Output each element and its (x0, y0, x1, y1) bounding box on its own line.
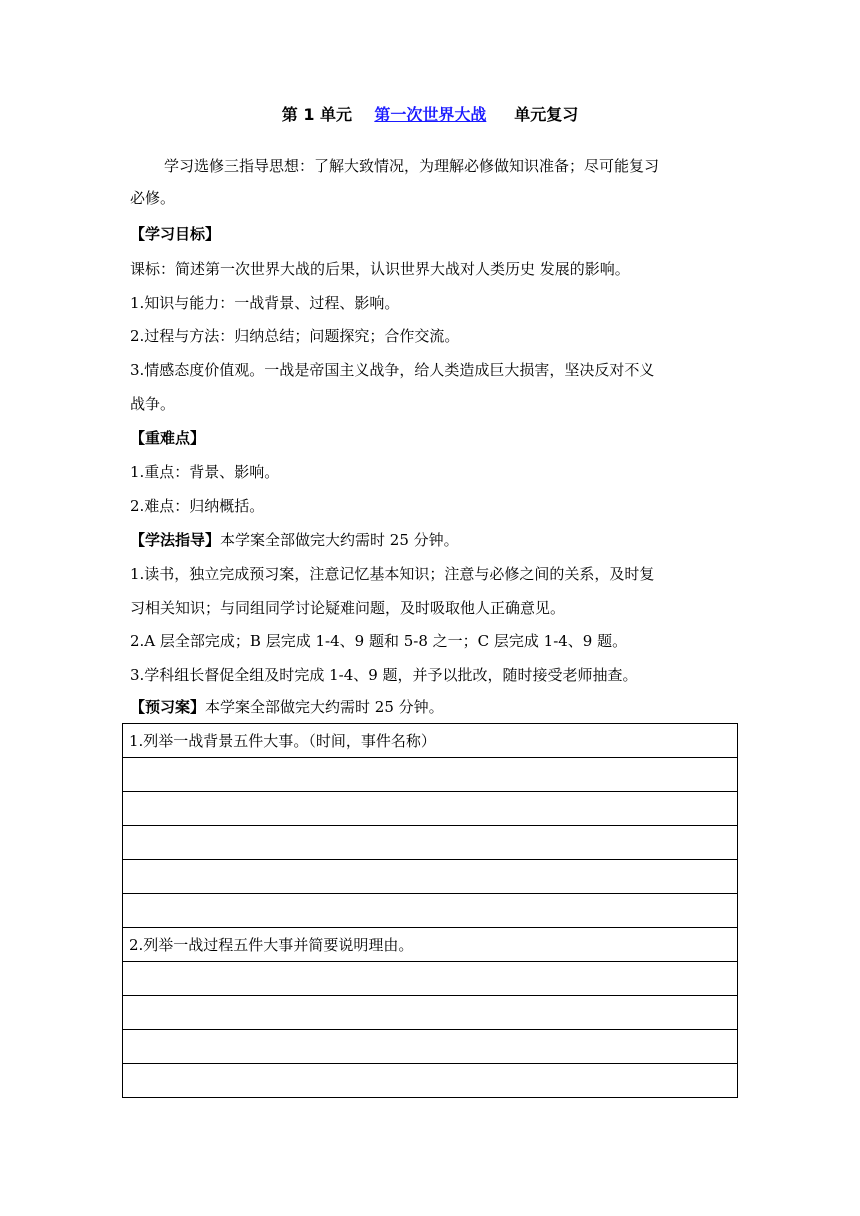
method-item: 3.学科组长督促全组及时完成 1-4、9 题，并予以批改，随时接受老师抽查。 (130, 666, 638, 684)
goals-item: 战争。 (130, 395, 176, 413)
answer-line[interactable] (123, 1030, 738, 1064)
intro-line-1: 学习选修三指导思想：了解大致情况，为理解必修做知识准备；尽可能复习 (164, 157, 660, 175)
answer-line[interactable] (123, 826, 738, 860)
method-note: 本学案全部做完大约需时 25 分钟。 (220, 531, 459, 549)
unit-suffix: 单元复习 (514, 105, 579, 124)
method-item: 1.读书，独立完成预习案，注意记忆基本知识；注意与必修之间的关系，及时复 (130, 565, 655, 583)
method-heading-row (130, 530, 740, 550)
answer-line[interactable] (123, 962, 738, 996)
unit-label: 第 1 单元 (281, 105, 353, 124)
key-point-item: 2.难点：归纳概括。 (130, 497, 265, 515)
preview-heading-row (130, 697, 740, 717)
preview-note: 本学案全部做完大约需时 25 分钟。 (205, 698, 444, 716)
method-item: 2.A 层全部完成；B 层完成 1-4、9 题和 5-8 之一；C 层完成 1-4、9 题。 (130, 632, 628, 650)
goals-item: 3.情感态度价值观。一战是帝国主义战争，给人类造成巨大损害，坚决反对不义 (130, 361, 655, 379)
method-item: 习相关知识；与同组同学讨论疑难问题，及时吸取他人正确意见。 (130, 599, 566, 617)
goals-item: 课标：简述第一次世界大战的后果，认识世界大战对人类历史 发展的影响。 (130, 260, 630, 278)
preview-heading: 【预习案】 (130, 698, 206, 716)
answer-line[interactable] (123, 792, 738, 826)
answer-line[interactable] (123, 894, 738, 928)
answer-line[interactable] (123, 1064, 738, 1098)
answer-line[interactable] (123, 758, 738, 792)
unit-topic-link[interactable]: 第一次世界大战 (374, 105, 487, 124)
key-points-heading: 【重难点】 (130, 429, 206, 447)
method-heading: 【学法指导】 (130, 531, 221, 549)
intro-line-2: 必修。 (130, 189, 176, 207)
goals-heading: 【学习目标】 (130, 225, 221, 243)
goals-item: 1.知识与能力：一战背景、过程、影响。 (130, 294, 400, 312)
answer-line[interactable] (123, 996, 738, 1030)
question-2-cell: 2.列举一战过程五件大事并简要说明理由。 (123, 928, 738, 962)
page-title (0, 104, 860, 126)
question-1-cell: 1.列举一战背景五件大事。（时间，事件名称） (123, 724, 738, 758)
answer-table (122, 723, 738, 1098)
answer-line[interactable] (123, 860, 738, 894)
goals-item: 2.过程与方法：归纳总结；问题探究；合作交流。 (130, 327, 460, 345)
key-point-item: 1.重点：背景、影响。 (130, 463, 280, 481)
